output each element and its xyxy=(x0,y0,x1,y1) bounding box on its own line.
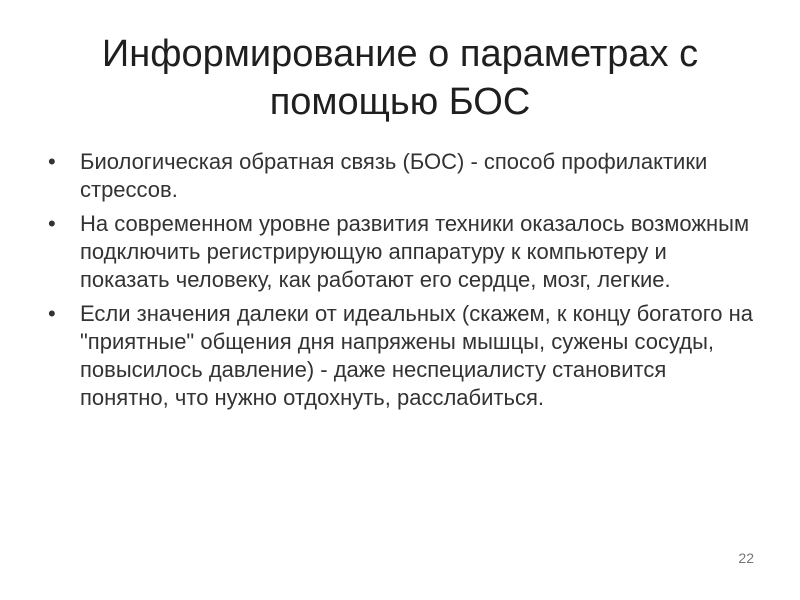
slide-number: 22 xyxy=(738,550,754,566)
bullet-item xyxy=(48,210,758,294)
bullet-icon: • xyxy=(48,301,56,326)
bullet-text: Биологическая обратная связь (БОС) - способ профилактики стрессов. xyxy=(80,149,708,202)
slide-title: Информирование о параметрах с помощью БОС xyxy=(101,33,699,123)
bullet-text: Если значения далеки от идеальных (скажем, к концу богатого на "приятные" общения дня напряжены мышцы, сужены сосуды, повысилось давление) - даже неспециалисту становится понятно, что нужно отдохнуть, расслабиться. xyxy=(80,301,754,410)
bullet-icon: • xyxy=(48,149,56,174)
bullet-item xyxy=(48,300,758,412)
bullet-item xyxy=(48,148,758,204)
bullet-list xyxy=(48,148,758,418)
bullet-icon: • xyxy=(48,211,56,236)
bullet-text: На современном уровне развития техники оказалось возможным подключить регистрирующую аппаратуру к компьютеру и показать человеку, как работают его сердце, мозг, легкие. xyxy=(80,211,750,292)
